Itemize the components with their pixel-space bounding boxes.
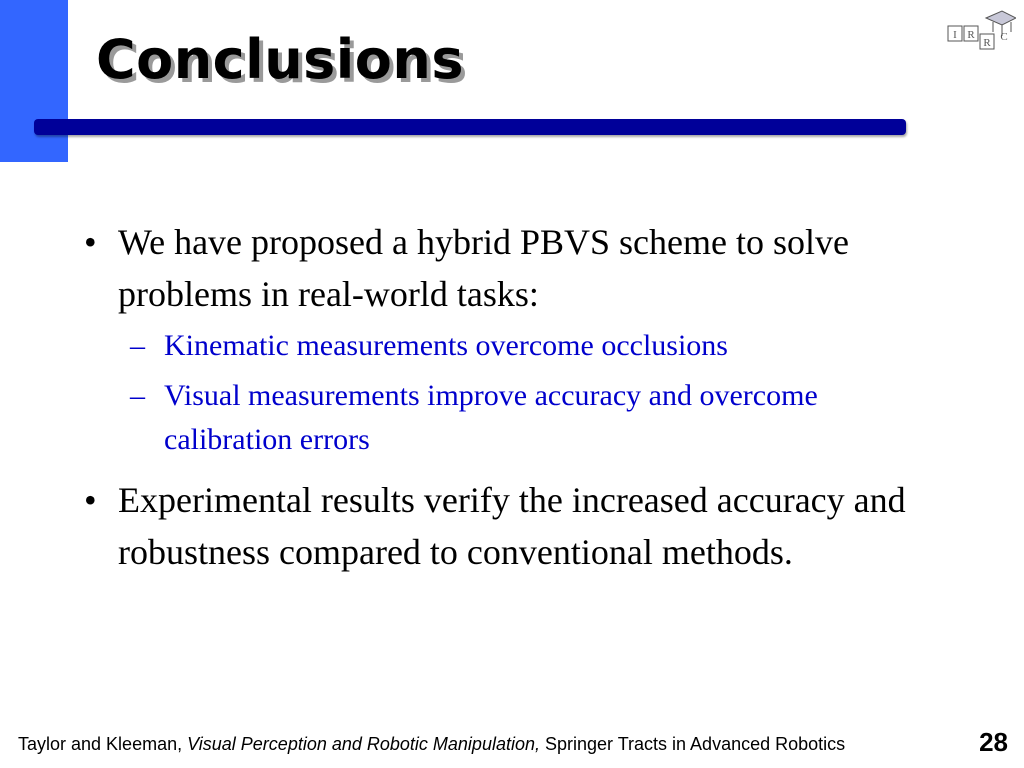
bullet-marker: •	[84, 222, 97, 262]
accent-block	[0, 0, 68, 162]
page-number: 28	[979, 727, 1008, 757]
logo-letter-c: C	[1000, 31, 1008, 43]
footer-citation	[18, 734, 845, 755]
bullet-text: Experimental results verify the increased accuracy and robustness compared to conventional methods.	[118, 480, 906, 572]
bullet-text: We have proposed a hybrid PBVS scheme to solve problems in real-world tasks:	[118, 222, 849, 314]
logo-letter-i: I	[953, 29, 957, 41]
slide-title: Conclusions	[96, 28, 464, 91]
title-underline	[34, 119, 906, 135]
bullet-list	[82, 216, 912, 578]
footer-authors: Taylor and Kleeman,	[18, 734, 188, 754]
sub-bullet-text: Visual measurements improve accuracy and overcome calibration errors	[164, 379, 818, 456]
bullet-marker: •	[84, 480, 97, 520]
footer-book-title: Visual Perception and Robotic Manipulation,	[187, 734, 540, 754]
sub-bullet-marker: –	[130, 379, 145, 412]
sub-bullet-text: Kinematic measurements overcome occlusions	[164, 329, 728, 362]
sub-bullet-item	[118, 374, 912, 462]
irrc-logo	[946, 6, 1016, 50]
bullet-item	[82, 216, 912, 462]
sub-bullet-marker: –	[130, 329, 145, 362]
footer-series: Springer Tracts in Advanced Robotics	[539, 734, 846, 754]
bullet-item	[82, 474, 912, 578]
sub-bullet-item	[118, 324, 912, 368]
logo-letter-r2: R	[983, 37, 991, 49]
sub-bullet-list	[118, 324, 912, 462]
logo-letter-r1: R	[967, 29, 975, 41]
